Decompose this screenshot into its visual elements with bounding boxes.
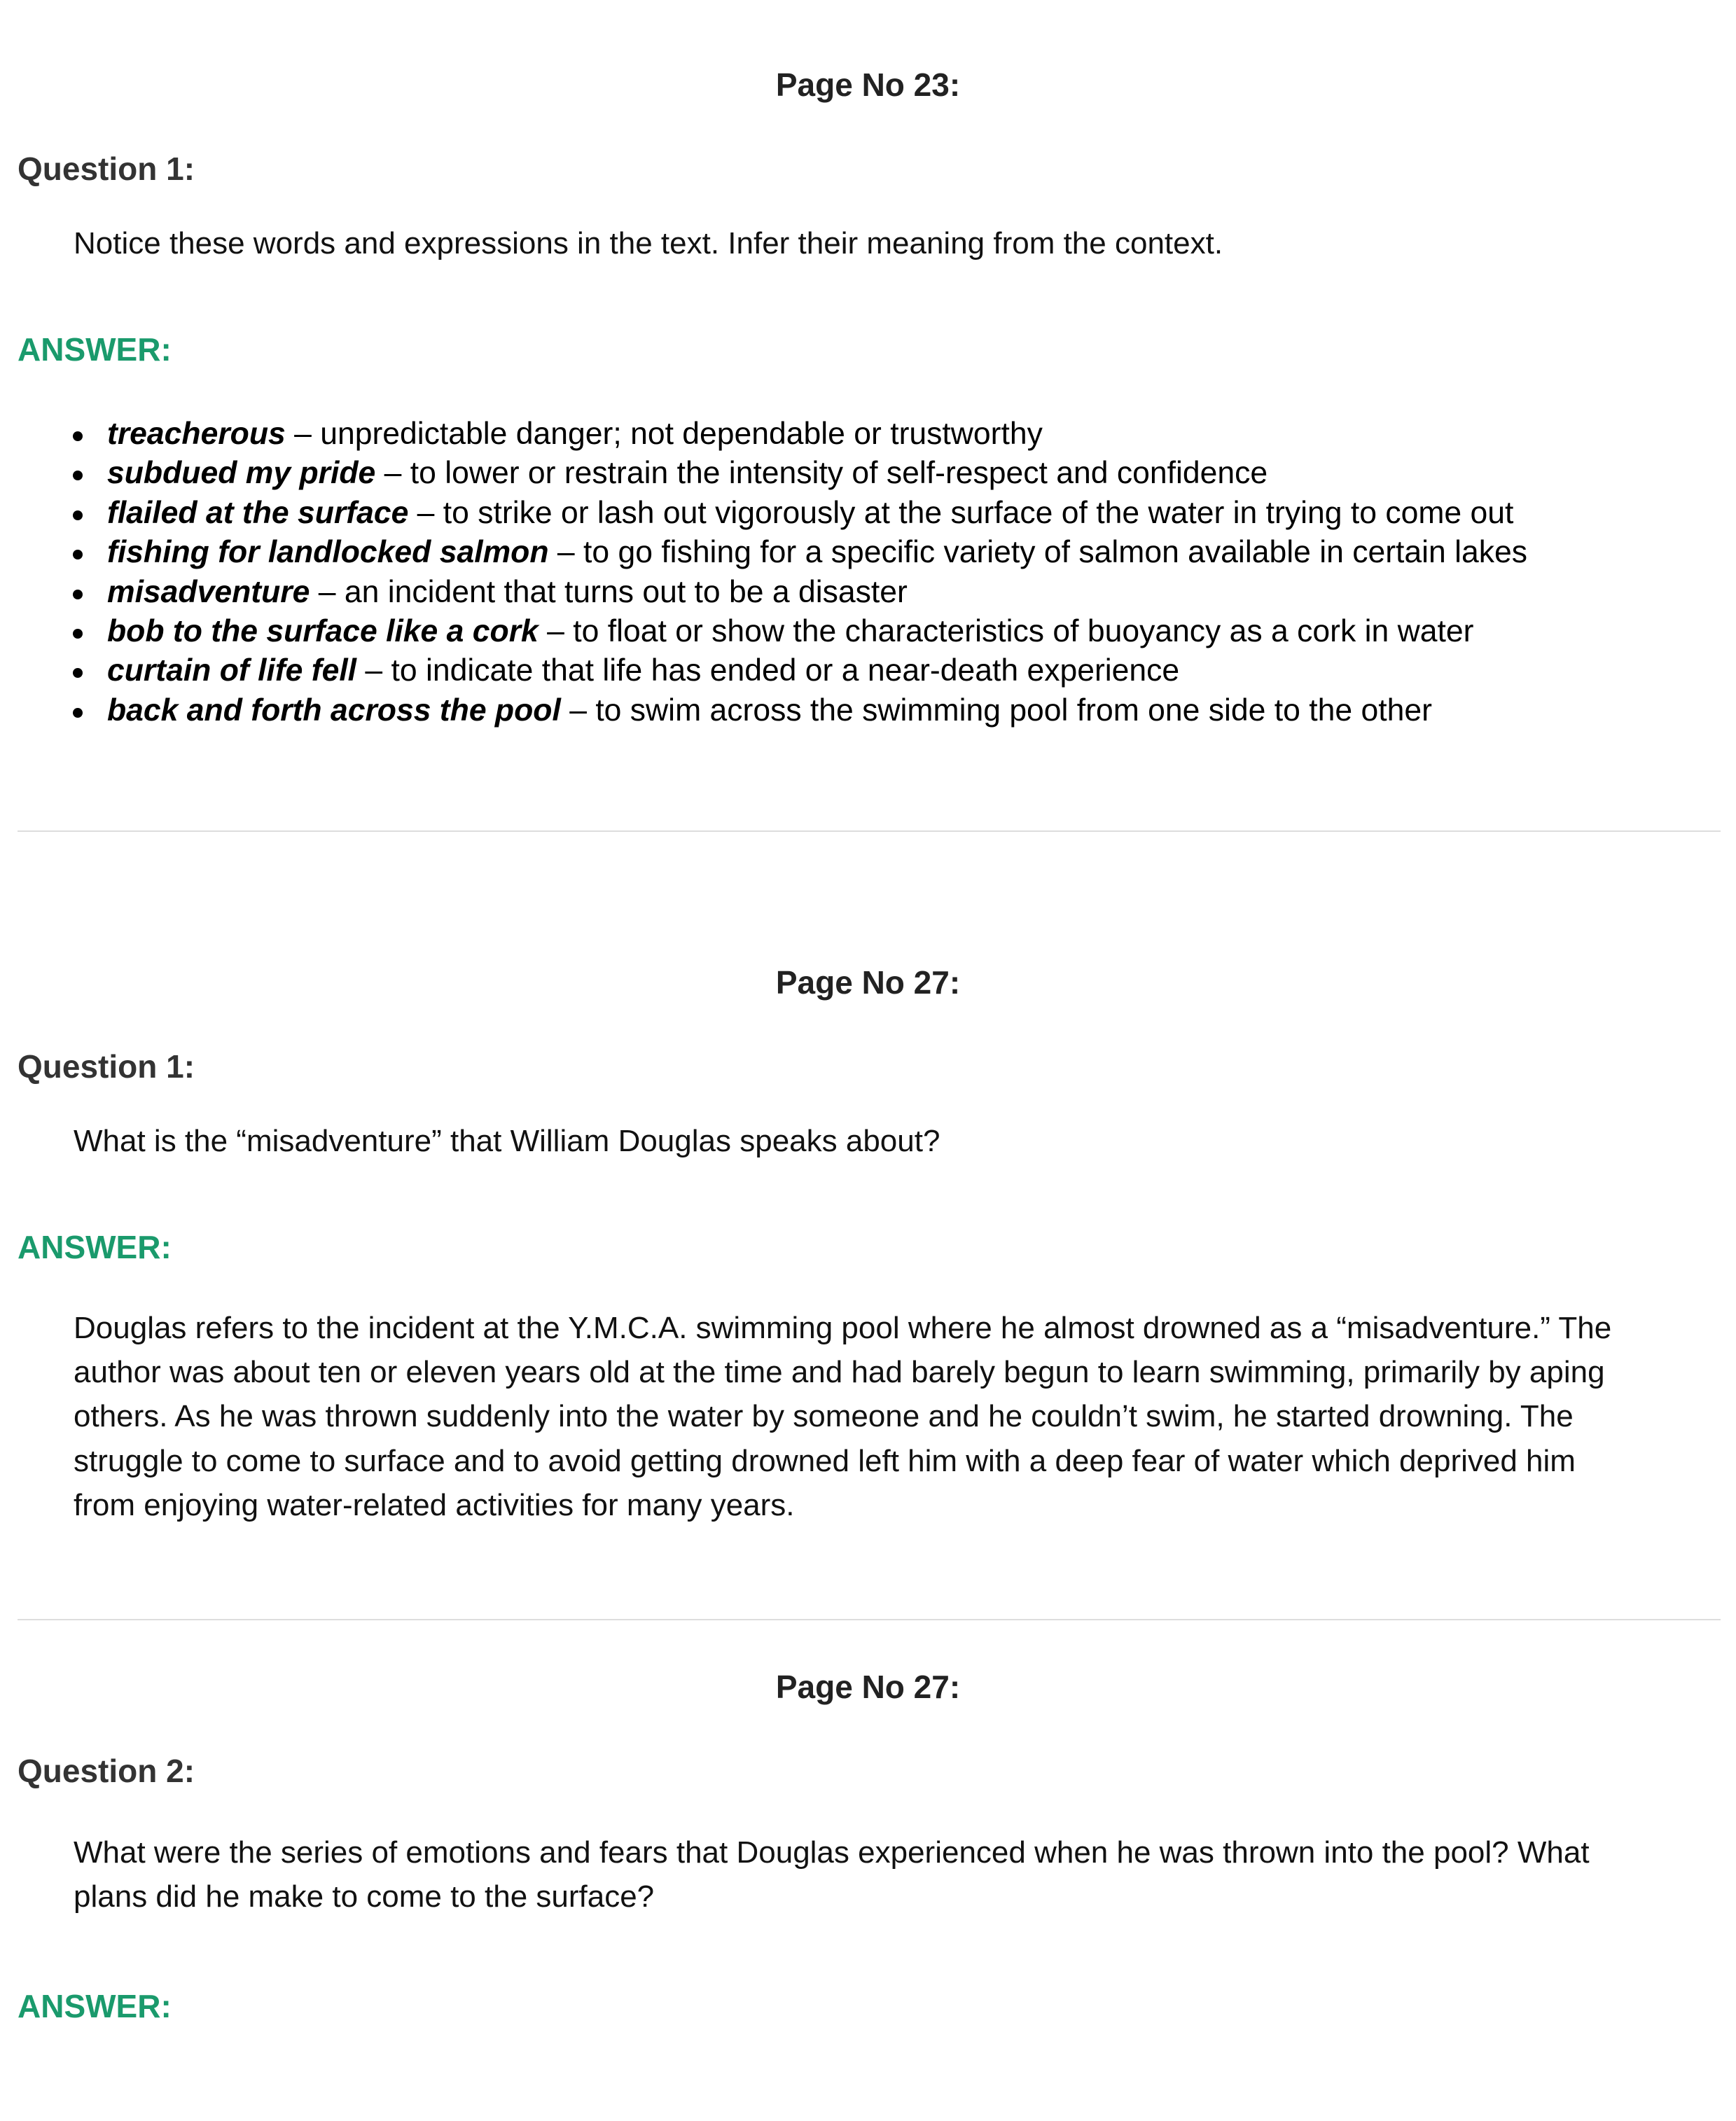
definition: – to lower or restrain the intensity of self-respect and confidence	[375, 456, 1268, 491]
list-item	[0, 415, 1730, 454]
answer-paragraph	[74, 1306, 1719, 1527]
answer-label: ANSWER:	[18, 1988, 172, 2024]
term: misadventure	[107, 574, 310, 609]
definition: – to indicate that life has ended or a near-death experience	[356, 653, 1180, 688]
list-item	[0, 494, 1730, 533]
definition: – an incident that turns out to be a disaster	[310, 574, 908, 609]
answer-list	[0, 415, 1730, 730]
bullet-icon	[73, 629, 83, 639]
list-item	[0, 533, 1730, 572]
question-text	[74, 1830, 1726, 1919]
definition: – unpredictable danger; not dependable or trustworthy	[285, 417, 1043, 451]
question-heading: Question 2:	[18, 1753, 195, 1789]
list-item	[0, 651, 1730, 690]
section-divider	[18, 830, 1721, 832]
answer-line: author was about ten or eleven years old at the time and had barely begun to learn swimming, primarily by aping	[74, 1355, 1605, 1390]
page-heading: Page No 23:	[775, 67, 961, 103]
list-item	[0, 612, 1730, 651]
question-heading: Question 1:	[18, 1048, 195, 1085]
definition: – to swim across the swimming pool from one side to the other	[560, 693, 1432, 728]
question-line: What were the series of emotions and fears that Douglas experienced when he was thrown into the pool? What	[74, 1835, 1590, 1870]
list-item	[0, 691, 1730, 730]
bullet-icon	[73, 510, 83, 520]
section-divider	[18, 1619, 1721, 1620]
term: fishing for landlocked salmon	[107, 535, 549, 570]
answer-label: ANSWER:	[18, 331, 172, 368]
definition: – to go fishing for a specific variety of salmon available in certain lakes	[548, 535, 1528, 570]
page-heading: Page No 27:	[775, 964, 961, 1001]
list-item	[0, 454, 1730, 493]
question-text: Notice these words and expressions in the text. Infer their meaning from the context.	[74, 226, 1223, 260]
term: flailed at the surface	[107, 495, 409, 530]
question-text: What is the “misadventure” that William Douglas speaks about?	[74, 1124, 940, 1158]
definition: – to float or show the characteristics of buoyancy as a cork in water	[538, 613, 1474, 648]
question-line: plans did he make to come to the surface?	[74, 1879, 655, 1914]
term: bob to the surface like a cork	[107, 613, 539, 648]
term: subdued my pride	[107, 456, 376, 491]
bullet-icon	[73, 590, 83, 599]
term: back and forth across the pool	[107, 693, 561, 728]
answer-label: ANSWER:	[18, 1229, 172, 1265]
question-heading: Question 1:	[18, 151, 195, 187]
term: treacherous	[107, 417, 286, 451]
term: curtain of life fell	[107, 653, 357, 688]
bullet-icon	[73, 668, 83, 678]
answer-line: others. As he was thrown suddenly into the water by someone and he couldn’t swim, he started drowning. The	[74, 1399, 1574, 1434]
bullet-icon	[73, 471, 83, 480]
answer-line: struggle to come to surface and to avoid getting drowned left him with a deep fear of water which deprived him	[74, 1443, 1576, 1478]
answer-line: from enjoying water-related activities for many years.	[74, 1487, 795, 1522]
list-item	[0, 573, 1730, 612]
definition: – to strike or lash out vigorously at the surface of the water in trying to come out	[408, 495, 1514, 530]
page-heading: Page No 27:	[775, 1669, 961, 1705]
bullet-icon	[73, 550, 83, 559]
bullet-icon	[73, 431, 83, 441]
answer-line: Douglas refers to the incident at the Y.M.C.A. swimming pool where he almost drowned as a “misadventure.” The	[74, 1311, 1612, 1345]
bullet-icon	[73, 708, 83, 718]
